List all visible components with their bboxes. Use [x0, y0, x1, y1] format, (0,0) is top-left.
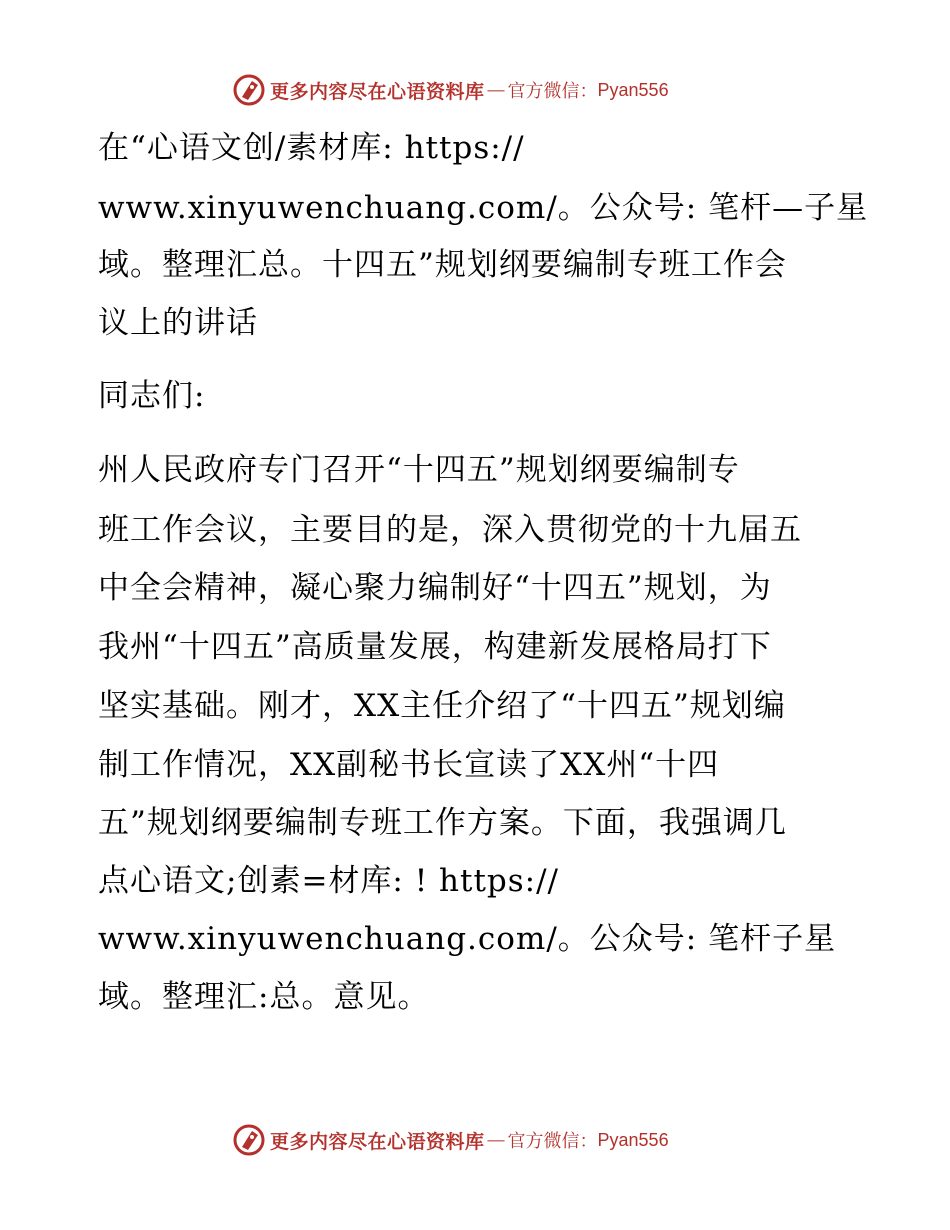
banner-wechat-id: Pyan556 — [597, 1129, 669, 1150]
banner-wechat-id: Pyan556 — [597, 79, 669, 100]
banner-slogan: 更多内容尽在心语资料库 — [270, 80, 485, 103]
banner-wechat-label: 官方微信： — [507, 1131, 598, 1152]
banner-dash: — — [486, 1129, 506, 1151]
banner-dash: — — [486, 79, 506, 101]
footer-banner — [232, 1122, 669, 1158]
text-line: 坚实基础。刚才，XX主任介绍了“十四五”规划编 — [98, 688, 786, 724]
text-line: 点心语文;创素=材库: ! https:// — [98, 863, 559, 899]
salutation: 同志们: — [98, 378, 206, 414]
text-line: 域。整理汇:总。意见。 — [98, 979, 430, 1015]
text-line: 我州“十四五”高质量发展，构建新发展格局打下 — [98, 629, 772, 665]
text-line: 议上的讲话 — [98, 305, 258, 341]
text-line: 中全会精神，凝心聚力编制好“十四五”规划，为 — [98, 570, 772, 606]
pen-nib-circle-icon — [232, 1123, 266, 1157]
text-line: 域。整理汇总。十四五”规划纲要编制专班工作会 — [98, 247, 787, 283]
header-banner — [232, 72, 669, 108]
text-line: 五”规划纲要编制专班工作方案。下面，我强调几 — [98, 805, 787, 841]
banner-slogan: 更多内容尽在心语资料库 — [270, 1130, 485, 1153]
text-line: 班工作会议，主要目的是，深入贯彻党的十九届五 — [98, 512, 802, 548]
text-line: www.xinyuwenchuang.com/。公众号: 笔杆—子星 — [98, 190, 869, 226]
pen-nib-circle-icon — [232, 73, 266, 107]
text-line: 在“心语文创/素材库: https:// — [98, 130, 525, 166]
banner-wechat-label: 官方微信： — [507, 81, 598, 102]
text-line: 制工作情况，XX副秘书长宣读了XX州“十四 — [98, 747, 720, 783]
text-line: 州人民政府专门召开“十四五”规划纲要编制专 — [98, 452, 740, 488]
text-line: www.xinyuwenchuang.com/。公众号: 笔杆子星 — [98, 921, 837, 957]
